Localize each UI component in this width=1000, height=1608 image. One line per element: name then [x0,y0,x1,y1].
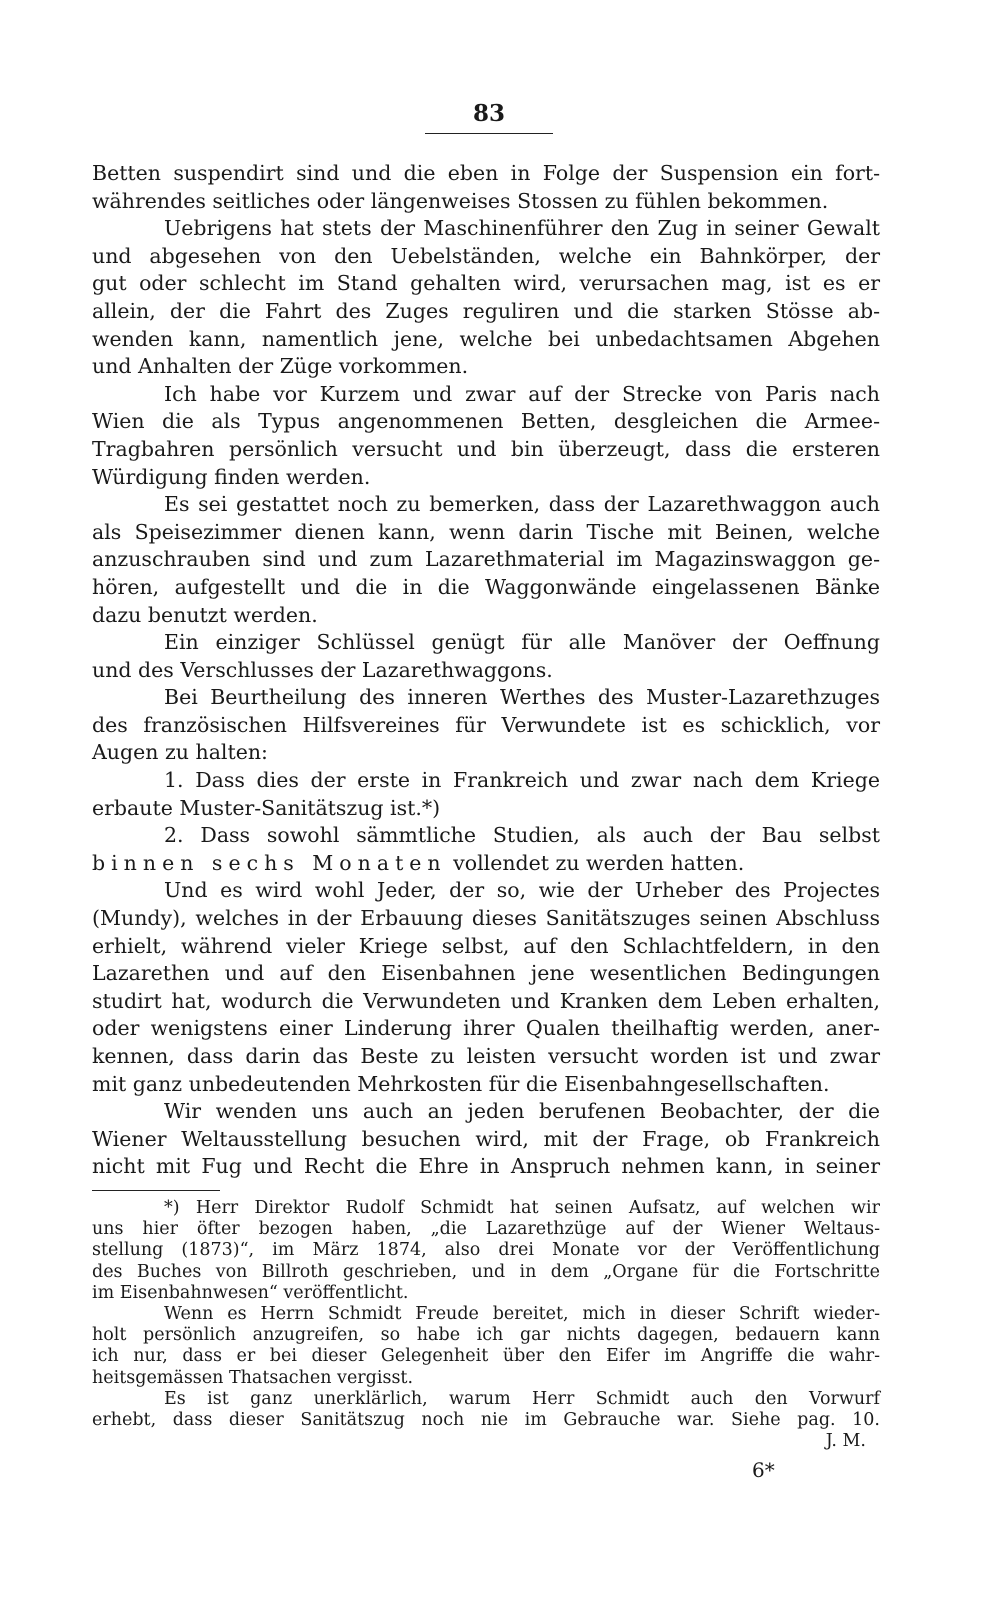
body-line: 1. Dass dies der erste in Frankreich und zwar nach dem Kriege [164,768,880,793]
body-line: wenden kann, namentlich jene, welche bei unbedachtsamen Abgehen [92,326,880,351]
footnotes [92,1198,880,1452]
page-number-rule [425,133,553,134]
body-line: dazu benutzt werden. [92,602,318,627]
signature-mark: 6* [752,1458,775,1482]
body-line: studirt hat, wodurch die Verwundeten und Kranken dem Leben erhalten, [92,988,880,1013]
page-number: 83 [472,100,505,127]
body-line: 2. Dass sowohl sämmtliche Studien, als auch der Bau selbst [164,823,880,848]
body-line: erbaute Muster-Sanitätszug ist.*) [92,795,441,820]
footnote-line: Es ist ganz unerklärlich, warum Herr Schmidt auch den Vorwurf [164,1388,880,1409]
body-line: kennen, dass darin das Beste zu leisten versucht worden ist und zwar [92,1044,880,1068]
body-line: Ein einziger Schlüssel genügt für alle Manöver der Oeffnung [164,630,880,655]
body-line: Wien die als Typus angenommenen Betten, desgleichen die Armee- [92,409,880,434]
body-line: als Speisezimmer dienen kann, wenn darin Tische mit Beinen, welche [92,519,880,544]
body-line: Tragbahren persönlich versucht und bin überzeugt, dass die ersteren [92,436,880,461]
body-line: Und es wird wohl Jeder, der so, wie der Urheber des Projectes [164,878,880,903]
body-line: erhielt, während vieler Kriege selbst, auf den Schlachtfeldern, in den [92,933,880,958]
footnote-line: ich nur, dass er bei dieser Gelegenheit über den Eifer im Angriffe die wahr- [92,1346,880,1367]
body-line: und Anhalten der Züge vorkommen. [92,354,469,379]
footnote-line: *) Herr Direktor Rudolf Schmidt hat seinen Aufsatz, auf welchen wir [164,1198,880,1218]
footnote-line: des Buches von Billroth geschrieben, und in dem „Organe für die Fortschritte [92,1261,880,1282]
body-line: und abgesehen von den Uebelständen, welche ein Bahnkörper, der [92,243,880,268]
body-line: (Mundy), welches in der Erbauung dieses Sanitätszuges seinen Abschluss [92,906,880,931]
body-line: Es sei gestattet noch zu bemerken, dass der Lazarethwaggon auch [164,492,880,517]
body-line: Augen zu halten: [92,740,268,765]
footnote-line: heitsgemässen Thatsachen vergisst. [92,1367,414,1388]
body-line: Bei Beurtheilung des inneren Werthes des Muster-Lazarethzuges [164,685,880,710]
footnote-line: erhebt, dass dieser Sanitätszug noch nie im Gebrauche war. Siehe pag. 10. [92,1409,880,1430]
body-line: mit ganz unbedeutenden Mehrkosten für die Eisenbahngesellschaften. [92,1071,830,1096]
body-line [92,850,880,878]
body-line: gut oder schlecht im Stand gehalten wird, verursachen mag, ist es er [92,271,880,296]
body-line: Würdigung finden werden. [92,464,371,489]
body-line: währendes seitliches oder längenweises Stossen zu fühlen bekommen. [92,188,829,213]
footnote-line: im Eisenbahnwesen“ veröffentlicht. [92,1282,409,1303]
body-line: allein, der die Fahrt des Zuges reguliren und die starken Stösse ab- [92,298,880,323]
body-line: hören, aufgestellt und die in die Waggonwände eingelassenen Bänke [92,574,880,599]
body-line: Wir wenden uns auch an jeden berufenen Beobachter, der die [164,1099,880,1124]
footnote-line: stellung (1873)“, im März 1874, also drei Monate vor der Veröffentlichung [92,1240,880,1261]
body-line: Lazarethen und auf den Eisenbahnen jene wesentlichen Bedingungen [92,961,880,986]
body-line: Uebrigens hat stets der Maschinenführer den Zug in seiner Gewalt [164,216,880,241]
body-text [92,160,880,1181]
footnote-signature: J. M. [825,1431,866,1452]
body-line: und des Verschlusses der Lazarethwaggons. [92,657,553,682]
body-line: oder wenigstens einer Linderung ihrer Qualen theilhaftig werden, aner- [92,1016,880,1041]
body-line: Wiener Weltausstellung besuchen wird, mit der Frage, ob Frankreich [92,1126,880,1151]
body-line: nicht mit Fug und Recht die Ehre in Anspruch nehmen kann, in seiner [92,1154,880,1179]
body-line: des französischen Hilfsvereines für Verwundete ist es schicklich, vor [92,712,880,737]
body-line: Ich habe vor Kurzem und zwar auf der Strecke von Paris nach [164,381,880,406]
footnote-line: holt persönlich anzugreifen, so habe ich gar nichts dagegen, bedauern kann [92,1325,880,1346]
footnote-line: uns hier öfter bezogen haben, „die Lazarethzüge auf der Wiener Weltaus- [92,1219,880,1240]
body-line-rest: vollendet zu werden hatten. [446,850,745,875]
body-line: anzuschrauben sind und zum Lazarethmaterial im Magazinswaggon ge- [92,547,880,572]
footnote-line: Wenn es Herrn Schmidt Freude bereitet, mich in dieser Schrift wieder- [164,1303,880,1324]
spaced-emphasis: binnen sechs Monaten [92,850,447,875]
body-line: Betten suspendirt sind und die eben in Folge der Suspension ein fort- [92,161,880,185]
footnote-rule [92,1190,220,1191]
